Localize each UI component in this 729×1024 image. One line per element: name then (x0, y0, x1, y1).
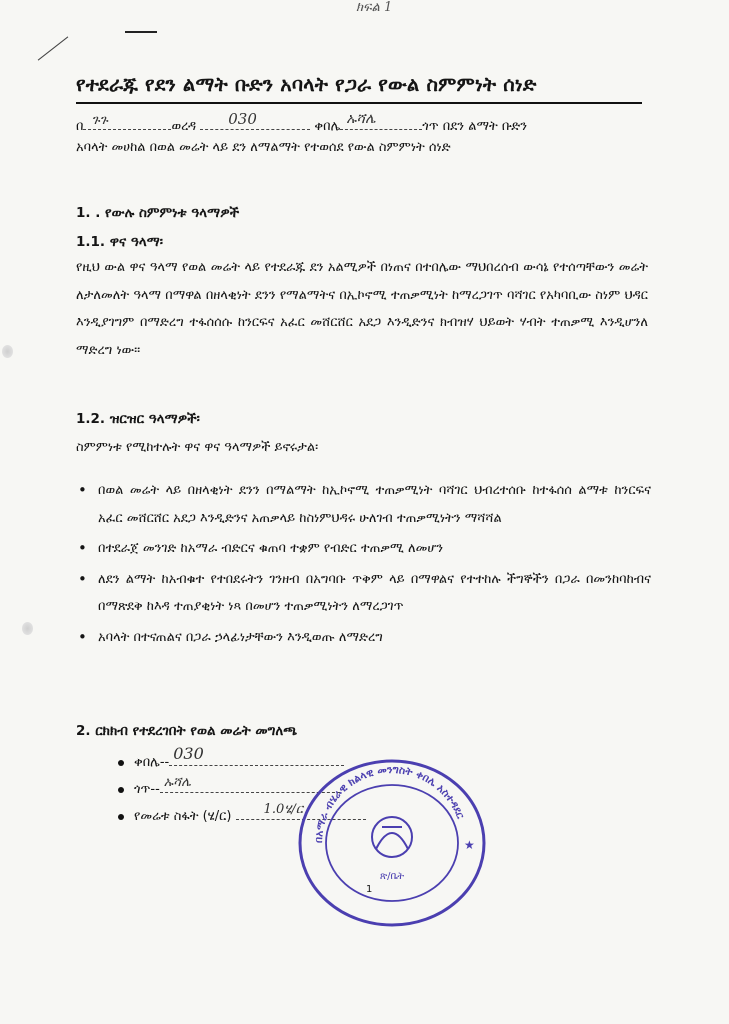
list-item: • አባላት በተናጠልና በጋራ ኃላፊነታቸውን እንዲወጡ ለማድረግ (76, 624, 651, 652)
woreda-label: ወረዳ (171, 119, 197, 134)
page-number: 1 (366, 884, 373, 895)
official-stamp (296, 757, 488, 929)
section-2-heading: 2. ርክክብ የተደረገበት የወል መሬት መግለጫ (76, 723, 298, 739)
intro-line-2: አባላት መሀከል በወል መሬት ላይ ደን ለማልማት የተወሰደ የውል ስምምነት ሰነድ (76, 140, 451, 155)
land-area-label: የመሬቱ ስፋት (ሄ/ር) (134, 809, 236, 824)
list-item: • በወል መሬት ላይ በዘላቂነት ደንን በማልማት ከኢኮኖሚ ተጠቃሚነት ባሻገር ህብረተሰቡ ከተፋሰሰ ልማቱ ከንርፍና አፈር መሸርሸር አደጋ እንዲድንና አጠቃላይ ከስነምህዳሩ ሁለገብ ተጠቃሚነትን ማሻሻል (76, 477, 651, 532)
list-item: • በተደራጀ መንገድ ከአማራ ብድርና ቁጠባ ተቋም የብድር ተጠቃሚ ለመሆን (76, 535, 651, 563)
section-1-heading: 1. . የውሉ ስምምነቱ ዓላማዎች (76, 205, 240, 221)
intro-prefix: በ (76, 119, 84, 134)
punch-hole (2, 345, 13, 358)
intro-line-1 (76, 110, 528, 134)
section-1-2-heading: 1.2. ዝርዝር ዓላማዎች፡ (76, 411, 200, 427)
kebele-value: ኡሻሌ (346, 111, 376, 127)
title-underline (76, 102, 642, 104)
intro-suffix: ጎጥ በደን ልማት ቡድን (422, 119, 528, 134)
land-kebele-value: 030 (173, 744, 204, 763)
top-rule (125, 31, 157, 33)
land-kebele-label: ቀበሌ-- (134, 755, 170, 770)
punch-hole (22, 622, 33, 635)
objectives-list (76, 477, 651, 654)
land-gott-value: ኡሻሌ (163, 775, 191, 790)
star-icon: ★ (464, 838, 475, 852)
list-item: • ለደን ልማት ከአብቁተ የተበደሩትን ገንዘብ በአግባቡ ጥቅም ላይ በማዋልና የተተከሉ ችግኞችን በጋራ በመንከባከብና በማጽደቅ ከእዳ ተጠያቂነት ነጻ በመሆን ተጠቃሚነትን ለማረጋገጥ (76, 566, 651, 621)
stamp-emblem-icon (372, 817, 412, 857)
woreda-value: 030 (228, 110, 257, 128)
section-1-2-intro: ስምምነቱ የሚከተሉት ዋና ዋና ዓላማዎች ይኖሩታል፡ (76, 440, 319, 455)
corner-slash (38, 36, 69, 60)
stamp-inner-text: ጽ/ቤት (379, 871, 405, 882)
page-annotation: ክፍል 1 (356, 0, 393, 15)
kebele-label: ቀበሌ (314, 119, 341, 134)
land-gott-label: ጎጥ-- (134, 782, 160, 797)
section-1-1-text: የዚህ ውል ዋና ዓላማ የወል መሬት ላይ የተደራጁ ደን አልሚዎች በነጠና በተበሌው ማህበረሰብ ውሳኔ የተሰጣቸውን መሬት ለታለመለት ዓላማ በማዋል በዘላቂነት ደንን የማልማትና በኢኮኖሚ ተጠቃሚነት ከማረጋገጥ ባሻገር የአካባቢው ስነም ህዳር እንዲያገግም በማድረግ ተፋሰሰሱ ከንርፍና አፈር መሸርሸር አደጋ እንዲድንና ክብዝሃ ህይወት ሃብት ተጠቃሚ እንዲሆንለ ማድረግ ነው፡፡ (76, 260, 648, 358)
stamp-outer-text: በአማራ ብሄራዊ ክልላዊ መንግስት ቀበሌ አስተዳደር (312, 763, 467, 844)
section-1-1-heading: 1.1. ዋና ዓላማ፡ (76, 234, 163, 250)
land-area-value: 1.0ሄ/ር (263, 802, 303, 817)
zone-name-value: ጉጉ (91, 113, 108, 128)
page-title: የተደራጁ የደን ልማት ቡድን አባላት የጋራ የውል ስምምነት ሰነድ (76, 73, 537, 96)
